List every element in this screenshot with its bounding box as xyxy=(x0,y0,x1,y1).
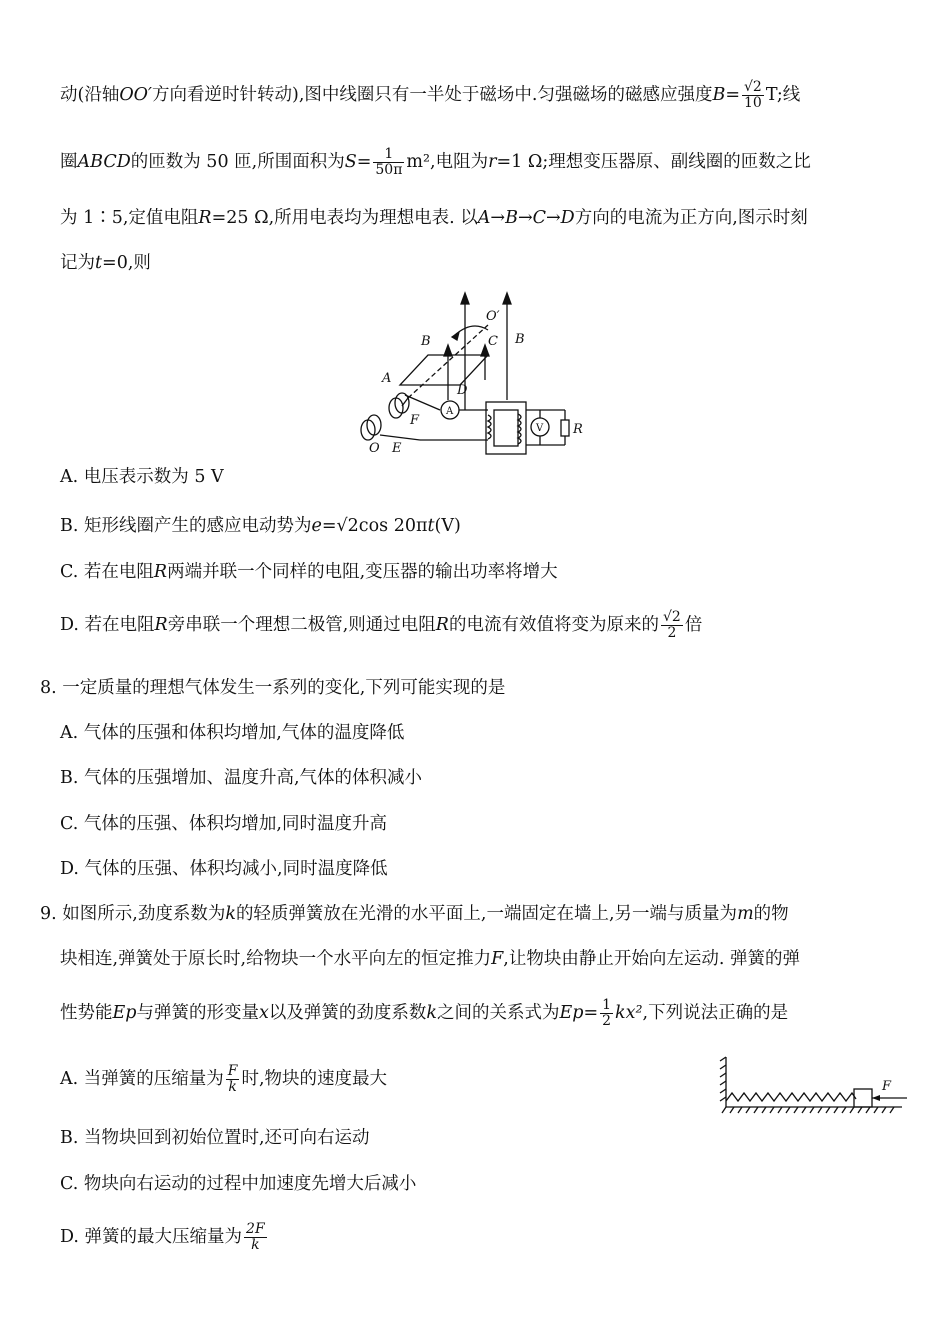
q9-option-b xyxy=(60,1124,370,1149)
numerator: F xyxy=(227,1063,238,1079)
option-text: B. 当物块回到初始位置时,还可向右运动 xyxy=(60,1128,370,1148)
symbol: R xyxy=(154,615,168,635)
symbol: x xyxy=(258,1003,269,1023)
symbol: t xyxy=(427,516,435,536)
symbol: m xyxy=(737,904,754,924)
symbol: R xyxy=(153,562,168,582)
symbol: ABCD xyxy=(77,152,131,172)
text: =1 Ω;理想变压器原、副线圈的匝数之比 xyxy=(496,152,811,172)
denominator: 2 xyxy=(602,1013,612,1029)
force-label: F xyxy=(882,1079,892,1094)
denominator: k xyxy=(251,1237,260,1253)
q7-option-b xyxy=(60,512,461,537)
text: 之间的关系式为 xyxy=(436,1003,560,1023)
text: ,让物块由静止开始向左运动. 弹簧的弹 xyxy=(503,949,800,969)
text: 与弹簧的形变量 xyxy=(136,1003,259,1023)
q9-option-a xyxy=(60,1064,387,1095)
text: 倍 xyxy=(684,615,703,635)
symbol: t xyxy=(95,253,103,273)
option-text: A. 气体的压强和体积均增加,气体的温度降低 xyxy=(60,723,405,743)
q7-option-a xyxy=(60,463,224,488)
text: m²,电阻为 xyxy=(406,152,489,172)
numerator: √2 xyxy=(662,609,681,625)
denominator: 50π xyxy=(375,162,403,178)
q7-intro-line-2 xyxy=(60,147,811,178)
q8-option-a xyxy=(60,719,404,744)
option-text: C. 气体的压强、体积均增加,同时温度升高 xyxy=(60,814,387,834)
q8-stem xyxy=(40,674,505,699)
q8-option-b xyxy=(60,764,422,789)
symbol: e xyxy=(311,516,322,536)
denominator: 10 xyxy=(743,95,762,111)
fig-label-E: E xyxy=(392,441,402,456)
fig-label-D: D xyxy=(457,383,468,398)
text: 的匝数为 50 匝,所围面积为 xyxy=(130,152,345,172)
text: 块相连,弹簧处于原长时,给物块一个水平向左的恒定推力 xyxy=(60,949,492,969)
text: 记为 xyxy=(60,253,95,273)
option-text: C. 物块向右运动的过程中加速度先增大后减小 xyxy=(60,1174,417,1194)
text: ,下列说法正确的是 xyxy=(642,1003,789,1023)
fig-label-B-right: B xyxy=(515,332,525,347)
fig-label-B-left: B xyxy=(421,334,431,349)
q7-option-d xyxy=(60,610,702,641)
voltmeter-label: V xyxy=(536,423,544,434)
q7-intro-line-1 xyxy=(60,80,800,111)
fraction xyxy=(661,610,683,641)
text: 圈 xyxy=(60,152,78,172)
q7-intro-line-4 xyxy=(60,249,151,274)
fraction xyxy=(226,1064,240,1095)
text: 方向看逆时针转动),图中线圈只有一半处于磁场中.匀强磁场的磁感应强度 xyxy=(152,85,713,105)
text: (V) xyxy=(434,516,461,536)
text: 方向的电流为正方向,图示时刻 xyxy=(574,208,808,228)
text: A. 当弹簧的压缩量为 xyxy=(60,1069,224,1089)
fig-label-C: C xyxy=(488,334,498,349)
fig-label-O: O xyxy=(369,441,380,456)
fig-label-R: R xyxy=(573,422,583,437)
numerator: √2 xyxy=(743,79,762,95)
text: 的电流有效值将变为原来的 xyxy=(448,615,659,635)
denominator: k xyxy=(228,1079,237,1095)
q9-option-c xyxy=(60,1170,416,1195)
fraction xyxy=(244,1222,267,1253)
fraction xyxy=(600,998,613,1029)
option-text: D. 气体的压强、体积均减小,同时温度降低 xyxy=(60,859,388,879)
symbol: F xyxy=(491,949,504,969)
symbol: r xyxy=(488,152,497,172)
symbol: kx² xyxy=(615,1003,643,1023)
q9-option-d xyxy=(60,1222,269,1253)
symbol: Ep= xyxy=(559,1003,599,1023)
text: =0,则 xyxy=(102,253,151,273)
symbol: B= xyxy=(712,85,740,105)
option-text: A. 电压表示数为 5 V xyxy=(60,467,224,487)
fig-label-F: F xyxy=(410,413,420,428)
text: 9. 如图所示,劲度系数为 xyxy=(40,904,226,924)
question-text: 8. 一定质量的理想气体发生一系列的变化,下列可能实现的是 xyxy=(40,678,506,698)
fraction xyxy=(742,80,764,111)
q9-stem-line-3 xyxy=(60,998,788,1029)
symbol: R xyxy=(435,615,449,635)
text: C. 若在电阻 xyxy=(60,562,154,582)
text: B. 矩形线圈产生的感应电动势为 xyxy=(60,516,312,536)
text: D. 弹簧的最大压缩量为 xyxy=(60,1227,243,1247)
text: D. 若在电阻 xyxy=(60,615,155,635)
symbol: R xyxy=(198,208,212,228)
ammeter-label: A xyxy=(446,406,454,417)
text: 为 1∶5,定值电阻 xyxy=(60,208,199,228)
text: =√2cos 20π xyxy=(321,516,428,536)
text: 旁串联一个理想二极管,则通过电阻 xyxy=(167,615,436,635)
symbol: k xyxy=(426,1003,437,1023)
text: 的轻质弹簧放在光滑的水平面上,一端固定在墙上,另一端与质量为 xyxy=(235,904,738,924)
q8-option-d xyxy=(60,855,388,880)
text: =25 Ω,所用电表均为理想电表. 以 xyxy=(211,208,478,228)
symbol: A→B→C→D xyxy=(477,208,575,228)
numerator: 1 xyxy=(602,997,612,1013)
q9-stem-line-1 xyxy=(40,900,789,925)
text: 的物 xyxy=(753,904,789,924)
axis-label: OO′ xyxy=(119,85,152,105)
q7-intro-line-3 xyxy=(60,204,808,229)
text: 性势能 xyxy=(60,1003,113,1023)
generator-transformer-diagram xyxy=(360,290,600,460)
q9-stem-line-2 xyxy=(60,945,800,970)
text: 以及弹簧的劲度系数 xyxy=(268,1003,427,1023)
text: T;线 xyxy=(765,85,801,105)
symbol: Ep xyxy=(112,1003,137,1023)
fig-label-A: A xyxy=(382,371,392,386)
text: 动(沿轴 xyxy=(60,85,120,105)
q8-option-c xyxy=(60,810,387,835)
text: 两端并联一个同样的电阻,变压器的输出功率将增大 xyxy=(167,562,558,582)
fig-label-O-prime: O′ xyxy=(486,309,500,324)
denominator: 2 xyxy=(667,625,677,641)
fraction xyxy=(373,147,404,178)
spring-block-diagram xyxy=(712,1055,912,1115)
symbol: k xyxy=(225,904,236,924)
q7-option-c xyxy=(60,558,558,583)
symbol: S= xyxy=(344,152,372,172)
numerator: 2F xyxy=(246,1221,265,1237)
option-text: B. 气体的压强增加、温度升高,气体的体积减小 xyxy=(60,768,423,788)
text: 时,物块的速度最大 xyxy=(241,1069,388,1089)
numerator: 1 xyxy=(373,147,404,163)
